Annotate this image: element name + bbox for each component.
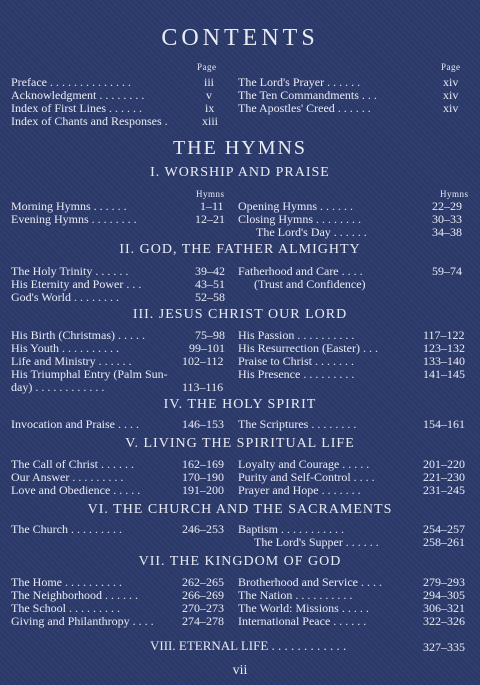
section-viii-entry: VIII. ETERNAL LIFE . . . . . . . . . . . . bbox=[150, 638, 347, 653]
hymn-range: 59–74 bbox=[432, 264, 462, 278]
hymn-category: The School . . . . . . . . . bbox=[11, 601, 120, 615]
hymn-category: The Lord's Day . . . . . . bbox=[256, 225, 367, 239]
hymn-category: The Home . . . . . . . . . . bbox=[11, 575, 122, 589]
hymn-range: 34–38 bbox=[432, 225, 462, 239]
hymn-category: God's World . . . . . . . . bbox=[11, 290, 119, 304]
hymn-range: 154–161 bbox=[423, 417, 465, 431]
hymn-category: His Youth . . . . . . . . . . bbox=[11, 341, 120, 355]
hymn-category: Love and Obedience . . . . . bbox=[11, 483, 141, 497]
hymn-category: The Lord's Supper . . . . . . bbox=[254, 535, 379, 549]
front-matter-page: iii bbox=[204, 75, 215, 89]
hymn-category: Opening Hymns . . . . . . bbox=[238, 199, 353, 213]
hymn-category: The Neighborhood . . . . . . bbox=[11, 588, 138, 602]
front-matter-entry: Acknowledgment . . . . . . . . bbox=[11, 88, 145, 102]
hymn-range: 262–265 bbox=[182, 575, 224, 589]
section-heading: IV. THE HOLY SPIRIT bbox=[163, 397, 317, 412]
hymn-range: 306–321 bbox=[423, 601, 465, 615]
hymn-category: day) . . . . . . . . . . . . bbox=[11, 380, 105, 394]
page-title: CONTENTS bbox=[161, 25, 319, 51]
hymn-range: 102–112 bbox=[182, 354, 224, 368]
hymn-range: 133–140 bbox=[423, 354, 465, 368]
hymn-range: 327–335 bbox=[423, 640, 465, 654]
front-matter-entry: The Ten Commandments . . . bbox=[238, 88, 377, 102]
hymn-category: Praise to Christ . . . . . . . bbox=[238, 354, 354, 368]
front-matter-entry: The Lord's Prayer . . . . . . bbox=[238, 75, 361, 89]
front-matter-page: xiv bbox=[443, 75, 459, 89]
hymns-column-header-left: Hymns bbox=[196, 189, 225, 199]
front-matter-page: xiv bbox=[443, 101, 459, 115]
hymn-category: His Birth (Christmas) . . . . . bbox=[11, 328, 145, 342]
hymns-column-header-right: Hymns bbox=[440, 189, 469, 199]
hymn-category: The Call of Christ . . . . . . bbox=[11, 457, 134, 471]
hymn-category: The Scriptures . . . . . . . . bbox=[238, 417, 357, 431]
hymn-category: Purity and Self-Control . . . . bbox=[238, 470, 375, 484]
hymn-category: Evening Hymns . . . . . . . . bbox=[11, 212, 137, 226]
hymn-category: Brotherhood and Service . . . . bbox=[238, 575, 382, 589]
section-heading: III. JESUS CHRIST OUR LORD bbox=[132, 307, 348, 322]
front-matter-page: xiv bbox=[443, 88, 459, 102]
hymn-range: 43–51 bbox=[195, 277, 225, 291]
hymn-range: 30–33 bbox=[432, 212, 462, 226]
front-matter-page: ix bbox=[205, 101, 215, 115]
hymn-range: 246–253 bbox=[182, 522, 224, 536]
hymns-heading: THE HYMNS bbox=[172, 137, 308, 159]
section-heading: I. WORSHIP AND PRAISE bbox=[150, 165, 330, 180]
hymn-category: His Eternity and Power . . . bbox=[11, 277, 142, 291]
hymn-category-note: (Trust and Confidence) bbox=[254, 277, 366, 291]
hymn-category: The Church . . . . . . . . . bbox=[11, 522, 122, 536]
hymn-category: International Peace . . . . . . bbox=[238, 614, 367, 628]
hymn-category: His Resurrection (Easter) . . . bbox=[238, 341, 378, 355]
front-matter-entry: Preface . . . . . . . . . . . . . . bbox=[11, 75, 131, 89]
hymn-category: Invocation and Praise . . . . bbox=[11, 417, 139, 431]
hymn-range: 39–42 bbox=[195, 264, 225, 278]
hymn-range: 146–153 bbox=[182, 417, 224, 431]
hymn-range: 270–273 bbox=[182, 601, 224, 615]
hymn-range: 294–305 bbox=[423, 588, 465, 602]
hymn-category: Giving and Philanthropy . . . . bbox=[11, 614, 154, 628]
hymn-range: 162–169 bbox=[182, 457, 224, 471]
hymn-category: His Presence . . . . . . . . . bbox=[238, 367, 355, 381]
front-matter-entry: Index of Chants and Responses . bbox=[11, 114, 168, 128]
hymn-range: 274–278 bbox=[182, 614, 224, 628]
hymn-range: 191–200 bbox=[182, 483, 224, 497]
hymn-range: 266–269 bbox=[182, 588, 224, 602]
section-heading: V. LIVING THE SPIRITUAL LIFE bbox=[125, 436, 355, 451]
hymn-category: Life and Ministry . . . . . . bbox=[11, 354, 132, 368]
hymn-category: Baptism . . . . . . . . . . . bbox=[238, 522, 345, 536]
hymn-category: Loyalty and Courage . . . . . bbox=[238, 457, 370, 471]
hymn-range: 279–293 bbox=[423, 575, 465, 589]
hymn-range: 322–326 bbox=[423, 614, 465, 628]
hymn-range: 170–190 bbox=[182, 470, 224, 484]
hymn-range: 22–29 bbox=[432, 199, 462, 213]
hymn-range: 117–122 bbox=[423, 328, 465, 342]
hymn-range: 123–132 bbox=[423, 341, 465, 355]
section-heading: VII. THE KINGDOM OF GOD bbox=[138, 554, 342, 569]
page-column-header-right: Page bbox=[441, 62, 461, 72]
hymn-range: 231–245 bbox=[423, 483, 465, 497]
hymn-range: 12–21 bbox=[195, 212, 225, 226]
hymn-category: Closing Hymns . . . . . . . . bbox=[238, 212, 362, 226]
hymn-category: Our Answer . . . . . . . . . bbox=[11, 470, 124, 484]
hymn-category: Fatherhood and Care . . . . bbox=[238, 264, 363, 278]
section-heading: II. GOD, THE FATHER ALMIGHTY bbox=[119, 242, 361, 257]
hymn-range: 254–257 bbox=[423, 522, 465, 536]
hymn-range: 258–261 bbox=[423, 535, 465, 549]
hymn-range: 113–116 bbox=[182, 380, 224, 394]
hymn-range: 1–11 bbox=[200, 199, 224, 213]
hymn-range: 141–145 bbox=[423, 367, 465, 381]
page-number: vii bbox=[232, 663, 248, 678]
hymn-range: 75–98 bbox=[195, 328, 225, 342]
hymn-category: The Nation . . . . . . . . . . bbox=[238, 588, 353, 602]
hymn-category: Prayer and Hope . . . . . . . bbox=[238, 483, 361, 497]
hymn-category: His Triumphal Entry (Palm Sun- bbox=[11, 367, 168, 381]
page-column-header-left: Page bbox=[197, 62, 217, 72]
hymn-category: The World: Missions . . . . . bbox=[238, 601, 369, 615]
front-matter-page: v bbox=[206, 88, 212, 102]
hymn-range: 221–230 bbox=[423, 470, 465, 484]
front-matter-page: xiii bbox=[202, 114, 219, 128]
front-matter-entry: The Apostles' Creed . . . . . . bbox=[238, 101, 371, 115]
hymn-category: His Passion . . . . . . . . . . bbox=[238, 328, 355, 342]
section-heading: VI. THE CHURCH AND THE SACRAMENTS bbox=[87, 502, 393, 517]
hymn-category: Morning Hymns . . . . . . bbox=[11, 199, 127, 213]
hymn-range: 99–101 bbox=[189, 341, 225, 355]
hymn-range: 201–220 bbox=[423, 457, 465, 471]
hymn-category: The Holy Trinity . . . . . . bbox=[11, 264, 129, 278]
front-matter-entry: Index of First Lines . . . . . . bbox=[11, 101, 142, 115]
hymn-range: 52–58 bbox=[195, 290, 225, 304]
